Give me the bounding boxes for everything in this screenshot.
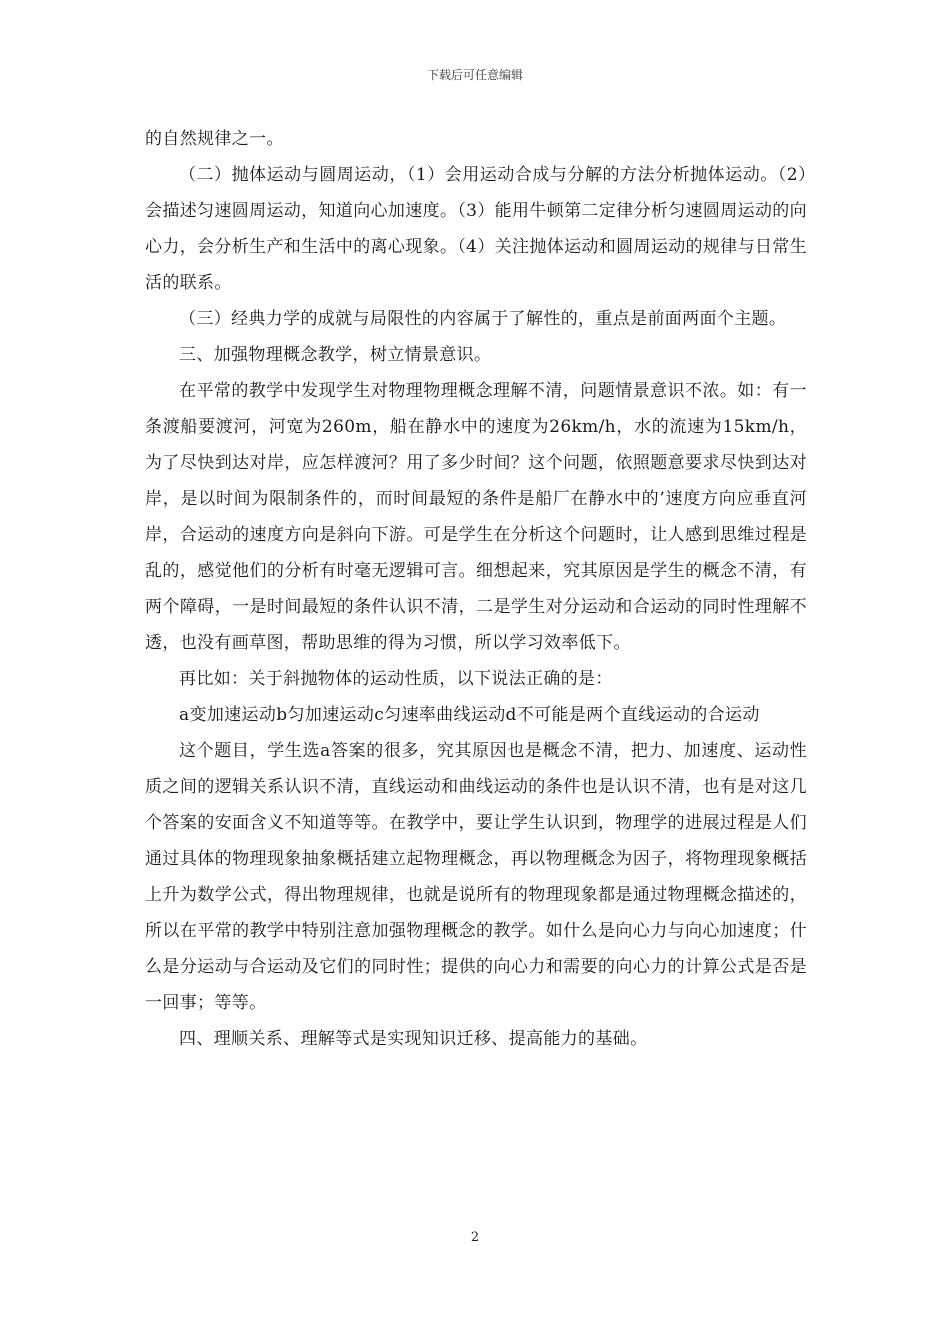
page-number: 2 [470,1230,480,1245]
answer-options: a变加速运动b匀加速运动c匀速率曲线运动d不可能是两个直线运动的合运动 [179,705,760,725]
page-header: 下载后可任意编辑 [426,68,523,82]
paragraph: 这个题目，学生选a答案的很多，究其原因也是概念不清，把力、加速度、运动性质之间的逻辑关系认识不清，直线运动和曲线运动的条件也是认识不清，也有是对这几个答案的安面含义不知道等等。在教学中，要让学生认识到，物理学的进展过程是人们通过具体的物理现象抽象概括建立起物理概念，再以物理概念为因子，将物理现象概括上升为数学公式，得出物理规律，也就是说所有的物理现象都是通过物理概念描述的，所以在平常的教学中特别注意加强物理概念的教学。如什么是向心力与向心加速度；什么是分运动与合运动及它们的同时性；提供的向心力和需要的向心力的计算公式是否是一回事；等等。 [145,741,807,1013]
paragraph: （三）经典力学的成就与局限性的内容属于了解性的，重点是前面两面个主题。 [179,309,787,329]
section-heading: 三、加强物理概念教学，树立情景意识。 [179,345,492,365]
paragraph: （二）抛体运动与圆周运动，（1）会用运动合成与分解的方法分析抛体运动。（2）会描述匀速圆周运动，知道向心加速度。（3）能用牛顿第二定律分析匀速圆周运动的向心力，会分析生产和生活中的离心现象。（4）关注抛体运动和圆周运动的规律与日常生活的联系。 [145,165,807,293]
paragraph: 再比如：关于斜抛物体的运动性质，以下说法正确的是： [179,669,613,689]
paragraph: 的自然规律之一。 [145,129,284,149]
section-heading: 四、理顺关系、理解等式是实现知识迁移、提高能力的基础。 [179,1029,648,1049]
document-body [145,121,807,1057]
paragraph: 在平常的教学中发现学生对物理物理概念理解不清，问题情景意识不浓。如：有一条渡船要渡河，河宽为260m，船在静水中的速度为26km/h，水的流速为15km/h，为了尽快到达对岸，应怎样渡河？用了多少时间？这个问题，依照题意要求尽快到达对岸，是以时间为限制条件的，而时间最短的条件是船厂在静水中的’速度方向应垂直河岸，合运动的速度方向是斜向下游。可是学生在分析这个问题时，让人感到思维过程是乱的，感觉他们的分析有时毫无逻辑可言。细想起来，究其原因是学生的概念不清，有两个障碍，一是时间最短的条件认识不清，二是学生对分运动和合运动的同时性理解不透，也没有画草图，帮助思维的得为习惯，所以学习效率低下。 [145,381,807,653]
